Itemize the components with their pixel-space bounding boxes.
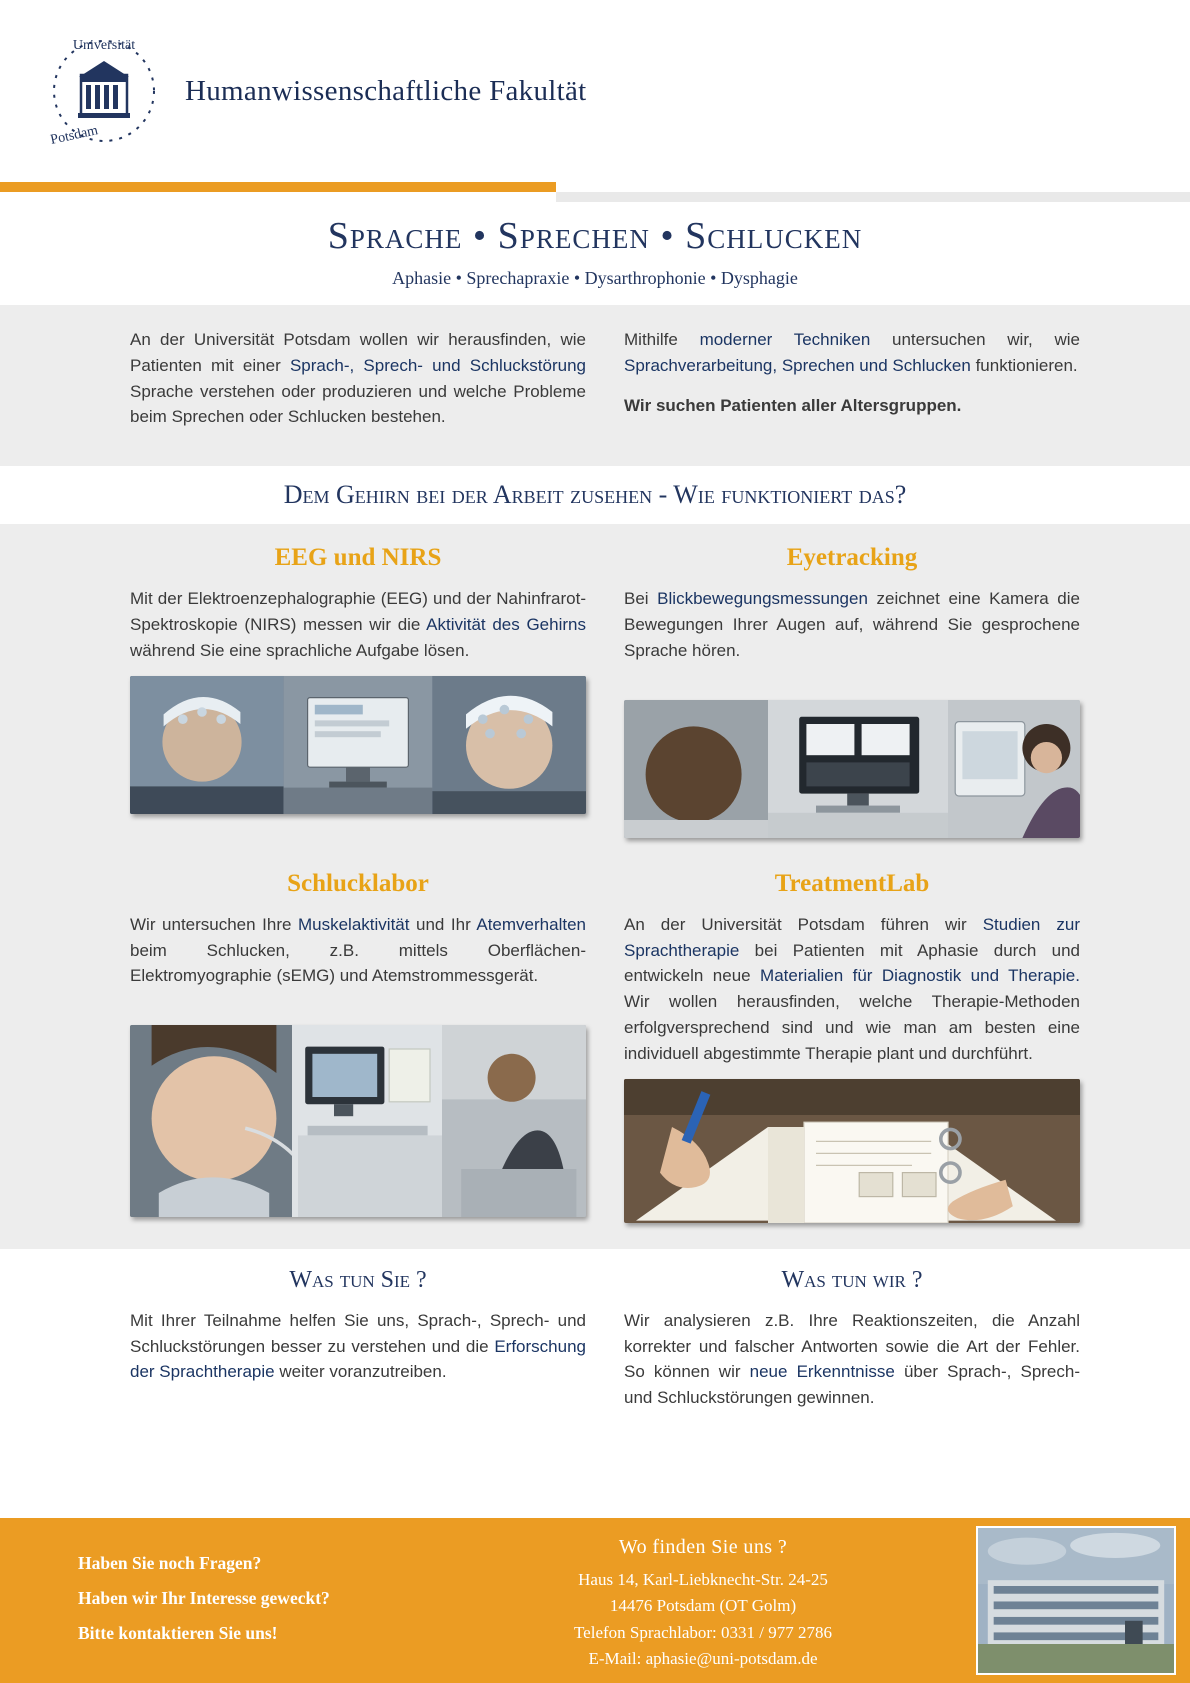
title-band bbox=[0, 192, 1190, 305]
treat-highlight-1: Studien zur Sprachtherapie bbox=[624, 914, 1080, 960]
footer-email[interactable]: E-Mail: aphasie@uni-potsdam.de bbox=[588, 1649, 818, 1669]
university-logo bbox=[45, 27, 587, 155]
intro-right-text-3: funktionieren. bbox=[970, 355, 1078, 375]
what-we-text-1: Wir analysieren z.B. Ihre Reaktionszeiten, die Anzahl korrekter und falscher Antworten sowie die Art der Fehler. So können wir bbox=[624, 1310, 1080, 1382]
intro-right-highlight-2: Sprachverarbeitung, Sprechen und Schlucken bbox=[624, 355, 971, 375]
footer-questions bbox=[0, 1518, 430, 1683]
footer-question-2: Haben wir Ihr Interesse geweckt? bbox=[78, 1588, 330, 1608]
intro-call-to-action: Wir suchen Patienten aller Altersgruppen. bbox=[624, 395, 962, 415]
panel-eyetracking-title: Eyetracking bbox=[786, 544, 918, 572]
intro-section bbox=[0, 305, 1190, 466]
what-you-text-2: weiter voranzutreiben. bbox=[274, 1362, 447, 1382]
what-section bbox=[0, 1249, 1190, 1429]
intro-left-column bbox=[130, 327, 586, 440]
seal-top-text: Universität bbox=[72, 38, 136, 53]
panel-eeg-nirs-text bbox=[130, 586, 586, 663]
what-you-do-text bbox=[130, 1308, 586, 1385]
schluck-text-1: Wir untersuchen Ihre bbox=[130, 914, 298, 934]
footer-address-line-1: Haus 14, Karl-Liebknecht-Str. 24-25 bbox=[578, 1570, 828, 1589]
panel-schlucklabor-title: Schlucklabor bbox=[287, 869, 429, 897]
eeg-text-2: während Sie eine sprachliche Aufgabe lösen. bbox=[130, 640, 470, 660]
panel-treatmentlab-title: TreatmentLab bbox=[774, 869, 930, 897]
panel-eyetracking bbox=[624, 538, 1080, 837]
panel-treatmentlab-text bbox=[624, 912, 1080, 1067]
university-seal-icon bbox=[45, 27, 163, 155]
treat-text-1: An der Universität Potsdam führen wir bbox=[624, 914, 983, 934]
page-title: Sprache • Sprechen • Schlucken bbox=[327, 215, 863, 257]
eeg-nirs-photo bbox=[130, 676, 586, 814]
schlucklabor-photo bbox=[130, 1025, 586, 1217]
eeg-text-1: Mit der Elektroenzephalographie (EEG) und der Nahinfrarot-Spektroskopie (NIRS) messen wir die bbox=[130, 589, 586, 635]
treat-highlight-2: Materialien für Diagnostik und Therapie. bbox=[760, 966, 1080, 986]
treatmentlab-photo bbox=[624, 1079, 1080, 1223]
panel-what-we-do bbox=[624, 1267, 1080, 1411]
treat-text-3: Wir wollen herausfinden, welche Therapie-Methoden erfolgversprechend sind und wie man am besten eine individuell abgestimmte Therapie plant und durchführt. bbox=[624, 992, 1080, 1063]
building-photo bbox=[976, 1526, 1176, 1675]
footer-phone: Telefon Sprachlabor: 0331 / 977 2786 bbox=[573, 1622, 832, 1642]
eyetracking-photo bbox=[624, 700, 1080, 838]
panel-schlucklabor-text bbox=[130, 912, 586, 989]
eyetracking-highlight: Blickbewegungsmessungen bbox=[657, 589, 868, 609]
intro-left-paragraph bbox=[130, 327, 586, 430]
footer-contact bbox=[430, 1518, 976, 1683]
intro-right-column bbox=[624, 327, 1080, 440]
treat-text-2: bei Patienten mit Aphasie durch und entwickeln neue bbox=[624, 940, 1080, 986]
page-subtitle: Aphasie • Sprechapraxie • Dysarthrophonie • Dysphagie bbox=[392, 268, 798, 288]
what-you-highlight: Erforschung der Sprachtherapie bbox=[130, 1336, 586, 1382]
panel-eyetracking-text bbox=[624, 586, 1080, 663]
intro-right-highlight-1: moderner Techniken bbox=[699, 330, 871, 349]
eeg-highlight: Aktivität des Gehirns bbox=[426, 615, 586, 635]
schluck-highlight-2: Atemverhalten bbox=[476, 914, 586, 934]
what-we-text-2: über Sprach-, Sprech- und Schluckstörungen gewinnen. bbox=[624, 1362, 1081, 1408]
intro-right-text-2: untersuchen wir, wie bbox=[870, 330, 1080, 349]
what-we-highlight: neue Erkenntnisse bbox=[749, 1362, 895, 1382]
panel-eeg-nirs bbox=[130, 538, 586, 837]
schluck-text-2: und Ihr bbox=[409, 914, 477, 934]
page-header bbox=[0, 0, 1190, 182]
schluck-highlight-1: Muskelaktivität bbox=[297, 914, 410, 934]
section-heading bbox=[0, 466, 1190, 524]
footer-question-1: Haben Sie noch Fragen? bbox=[78, 1553, 262, 1573]
panel-treatmentlab bbox=[624, 864, 1080, 1223]
footer-question-3: Bitte kontaktieren Sie uns! bbox=[78, 1623, 278, 1643]
panel-schlucklabor bbox=[130, 864, 586, 1223]
intro-left-text-1: An der Universität Potsdam wollen wir herausfinden, wie Patienten mit einer bbox=[130, 330, 586, 375]
methods-section bbox=[0, 524, 1190, 1248]
panel-eeg-nirs-title: EEG und NIRS bbox=[274, 544, 442, 572]
footer-where-heading: Wo finden Sie uns ? bbox=[618, 1536, 788, 1558]
what-we-do-heading: Was tun wir ? bbox=[781, 1266, 923, 1293]
what-we-do-text bbox=[624, 1308, 1080, 1411]
panel-what-you-do bbox=[130, 1267, 586, 1411]
eyetracking-text-1: Bei bbox=[624, 589, 658, 609]
what-you-do-heading: Was tun Sie ? bbox=[289, 1266, 427, 1293]
intro-left-text-2: Sprache verstehen oder produzieren und welche Probleme beim Sprechen oder Schlucken bestehen. bbox=[130, 381, 586, 427]
intro-right-paragraph bbox=[624, 327, 1080, 379]
page-footer bbox=[0, 1518, 1190, 1683]
what-you-text-1: Mit Ihrer Teilnahme helfen Sie uns, Sprach-, Sprech- und Schluckstörungen besser zu verstehen und die bbox=[130, 1310, 586, 1356]
methods-row-1 bbox=[130, 538, 1080, 837]
footer-address-line-2: 14476 Potsdam (OT Golm) bbox=[609, 1596, 797, 1616]
intro-right-text-1: Mithilfe bbox=[624, 330, 700, 349]
intro-left-highlight: Sprach-, Sprech- und Schluckstörung bbox=[289, 355, 586, 375]
accent-bar-orange bbox=[0, 182, 556, 192]
eyetracking-text-2: zeichnet eine Kamera die Bewegungen Ihrer Augen auf, während Sie gesprochene Sprache hören. bbox=[624, 589, 1080, 660]
seal-bottom-text: Potsdam bbox=[49, 123, 100, 148]
methods-row-2 bbox=[130, 864, 1080, 1223]
faculty-title: Humanwissenschaftliche Fakultät bbox=[185, 74, 587, 107]
schluck-text-3: beim Schlucken, z.B. mittels Oberflächen-Elektromyographie (sEMG) und Atemstrommessgerät. bbox=[130, 940, 586, 986]
what-row bbox=[130, 1267, 1080, 1411]
section-heading-text: Dem Gehirn bei der Arbeit zusehen - Wie funktioniert das? bbox=[283, 480, 907, 510]
accent-bar bbox=[0, 182, 1190, 192]
accent-bar-grey bbox=[556, 192, 1190, 202]
